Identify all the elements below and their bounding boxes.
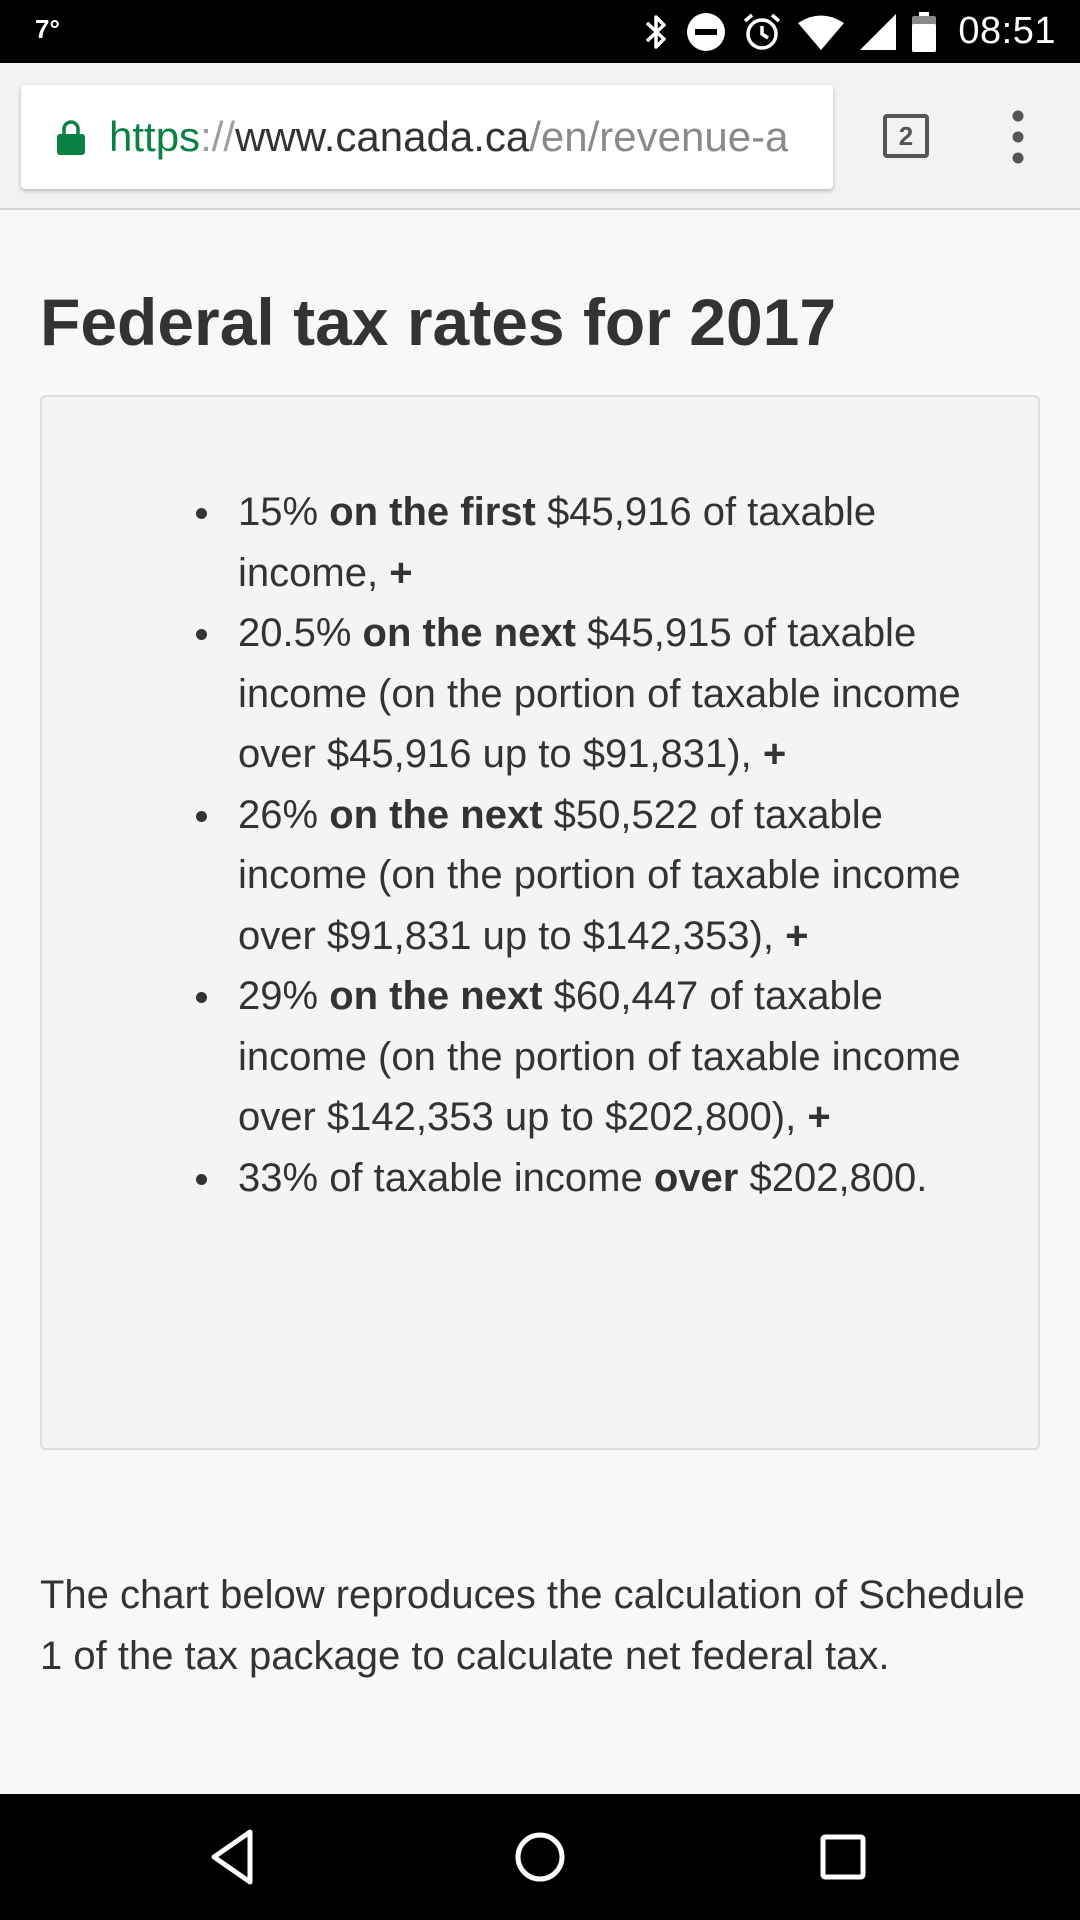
tax-rates-panel bbox=[40, 395, 1040, 1450]
clock: 08:51 bbox=[958, 10, 1056, 52]
tax-rate-item: 29% on the next $60,447 of taxable income (on the portion of taxable income over $142,353 up to $202,800), + bbox=[238, 966, 1008, 1148]
tax-rate-item: 26% on the next $50,522 of taxable income (on the portion of taxable income over $91,831 up to $142,353), + bbox=[238, 785, 1008, 967]
tab-switcher-button[interactable] bbox=[883, 114, 929, 158]
wifi-icon bbox=[798, 14, 844, 50]
back-icon[interactable] bbox=[204, 1824, 270, 1890]
alarm-icon bbox=[742, 12, 782, 52]
tax-rate-item: 15% on the first $45,916 of taxable income, + bbox=[238, 482, 1008, 603]
browser-toolbar bbox=[0, 63, 1080, 210]
home-icon[interactable] bbox=[507, 1824, 573, 1890]
cell-signal-icon bbox=[860, 14, 896, 50]
url-separator: :// bbox=[200, 113, 236, 160]
lock-icon[interactable] bbox=[57, 119, 85, 155]
tax-rate-item: 33% of taxable income over $202,800. bbox=[238, 1148, 1008, 1209]
recents-icon[interactable] bbox=[810, 1824, 876, 1890]
bluetooth-icon bbox=[642, 12, 670, 52]
tax-rates-list bbox=[238, 482, 1008, 1208]
schedule-intro-text: The chart below reproduces the calculation of Schedule 1 of the tax package to calculate net federal tax. bbox=[40, 1573, 1026, 1678]
overflow-menu-icon[interactable] bbox=[1000, 107, 1036, 167]
tab-count: 2 bbox=[898, 120, 914, 151]
battery-icon bbox=[912, 12, 936, 52]
do-not-disturb-icon bbox=[686, 12, 726, 52]
url-host: www.canada.ca bbox=[235, 113, 530, 160]
url-scheme: https bbox=[109, 113, 201, 160]
navigation-bar bbox=[0, 1794, 1080, 1920]
tax-rate-item: 20.5% on the next $45,915 of taxable income (on the portion of taxable income over $45,916 up to $91,831), + bbox=[238, 603, 1008, 785]
url-path: /en/revenue-a bbox=[529, 113, 789, 160]
address-bar[interactable] bbox=[21, 85, 833, 189]
status-bar bbox=[0, 0, 1080, 63]
status-icons bbox=[642, 0, 1056, 63]
page-title: Federal tax rates for 2017 bbox=[40, 285, 837, 359]
temperature-indicator: 7° bbox=[35, 14, 60, 44]
url-text[interactable] bbox=[109, 113, 788, 161]
